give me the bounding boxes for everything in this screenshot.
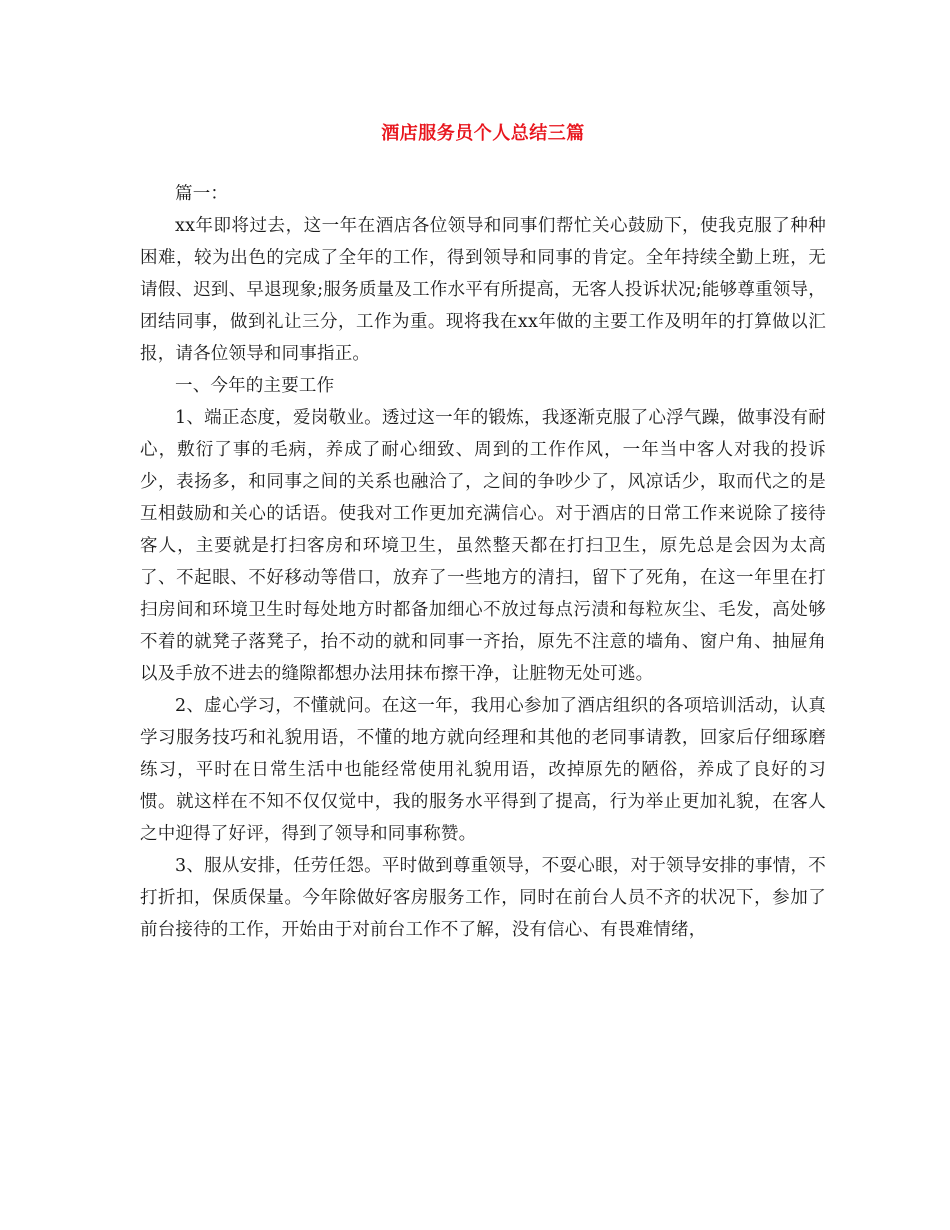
paragraph-item-1: 1、端正态度，爱岗敬业。透过这一年的锻炼，我逐渐克服了心浮气躁，做事没有耐心，敷衍了事的毛病，养成了耐心细致、周到的工作作风，一年当中客人对我的投诉少，表扬多，和同事之间的关系也融洽了，之间的争吵少了，风凉话少，取而代之的是互相鼓励和关心的话语。使我对工作更加充满信心。对于酒店的日常工作来说除了接待客人，主要就是打扫客房和环境卫生，虽然整天都在打扫卫生，原先总是会因为太高了、不起眼、不好移动等借口，放弃了一些地方的清扫，留下了死角，在这一年里在打扫房间和环境卫生时每处地方时都备加细心不放过每点污渍和每粒灰尘、毛发，高处够不着的就凳子落凳子，抬不动的就和同事一齐抬，原先不注意的墙角、窗户角、抽屉角以及手放不进去的缝隙都想办法用抹布擦干净，让脏物无处可逃。: [140, 408, 826, 684]
paragraph-item-3: 3、服从安排，任劳任怨。平时做到尊重领导，不耍心眼，对于领导安排的事情，不打折扣，保质保量。今年除做好客房服务工作，同时在前台人员不齐的状况下，参加了前台接待的工作，开始由于对前台工作不了解，没有信心、有畏难情绪，: [140, 856, 826, 940]
document-page: [140, 118, 826, 946]
paragraph-item-2: 2、虚心学习，不懂就问。在这一年，我用心参加了酒店组织的各项培训活动，认真学习服务技巧和礼貌用语，不懂的地方就向经理和其他的老同事请教，回家后仔细琢磨练习，平时在日常生活中也能经常使用礼貌用语，改掉原先的陋俗，养成了良好的习惯。就这样在不知不仅仅觉中，我的服务水平得到了提高，行为举止更加礼貌，在客人之中迎得了好评，得到了领导和同事称赞。: [140, 696, 826, 844]
section-heading: 一、今年的主要工作: [175, 376, 335, 396]
intro-paragraph: xx年即将过去，这一年在酒店各位领导和同事们帮忙关心鼓励下，使我克服了种种困难，较为出色的完成了全年的工作，得到领导和同事的肯定。全年持续全勤上班，无请假、迟到、早退现象;服务质量及工作水平有所提高，无客人投诉状况;能够尊重领导，团结同事，做到礼让三分，工作为重。现将我在xx年做的主要工作及明年的打算做以汇报，请各位领导和同事指正。: [140, 216, 826, 364]
document-title: 酒店服务员个人总结三篇: [381, 123, 585, 144]
section-label: 篇一：: [175, 184, 229, 204]
